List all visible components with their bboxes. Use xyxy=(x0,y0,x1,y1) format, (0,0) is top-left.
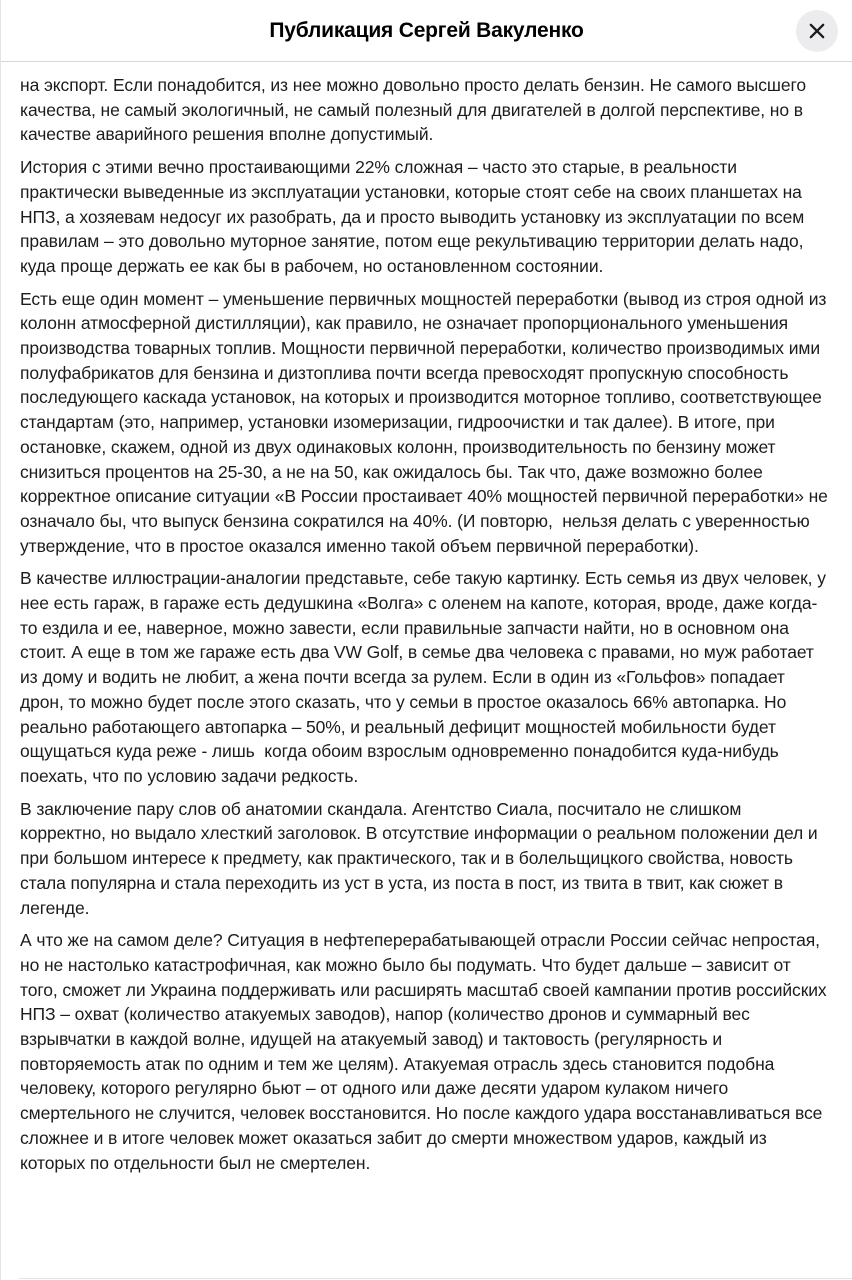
x-mark-icon xyxy=(806,20,828,42)
paragraph-5: В заключение пару слов об анатомии скандала. Агентство Сиала, посчитало не слишком корректно, но выдало хлесткий заголовок. В отсутствие информации о реальном положении дел и при большом интересе к предмету, как практического, так и в болельщицкого свойства, новость стала популярна и стала переходить из уст в уста, из поста в пост, из твита в твит, как сюжет в легенде. xyxy=(20,798,823,918)
paragraph-2: История с этими вечно простаивающими 22% сложная – часто это старые, в реальности практически выведенные из эксплуатации установки, которые стоят себе на своих планшетах на НПЗ, а хозяевам недосуг их разобрать, да и просто выводить установку из эксплуатации по всем правилам – это довольно муторное занятие, потом еще рекультивацию территории делать надо, куда проще держать ее как бы в рабочем, но остановленном состоянии. xyxy=(20,157,809,276)
paragraph-3: Есть еще один момент – уменьшение первичных мощностей переработки (вывод из строя одной из колонн атмосферной дистилляции), как правило, не означает пропорционального уменьшения производства товарных топлив. Мощности первичной переработки, количество производимых ими полуфабрикатов для бензина и дизтоплива почти всегда превосходят пропускную способность последующего каскада установок, на которых и производится моторное топливо, соответствующее стандартам (это, например, установки изомеризации, гидроочистки и так далее). В итоге, при остановке, скажем, одной из двух одинаковых колонн, производительность по бензину может снизиться процентов на 25-30, а не на 50, как ожидалось бы. Так что, даже возможно более корректное описание ситуации «В России простаивает 40% мощностей первичной переработки» не означало бы, что выпуск бензина сократился на 40%. (И повторю, нельзя делать с уверенностью утверждение, что в простое оказался именно такой объем первичной переработки). xyxy=(20,288,833,556)
paragraph-4: В качестве иллюстрации-аналогии представьте, себе такую картинку. Есть семья из двух человек, у нее есть гараж, в гараже есть дедушкина «Волга» с оленем на капоте, которая, вроде, даже когда-то ездила и ее, наверное, можно завести, если правильные запчасти найти, но в основном она стоит. А еще в том же гараже есть два VW Golf, в семье два человека с правами, но муж работает из дому и водить не любит, а жена почти всегда за рулем. Если в один из «Гольфов» попадает дрон, то можно будет после этого сказать, что у семьи в простое оказалось 66% автопарка. Но реально работающего автопарка – 50%, и реальный дефицит мощностей мобильности будет ощущаться куда реже - лишь когда обоим взрослым одновременно понадобится куда-нибудь поехать, что по условию задачи редкость. xyxy=(20,568,831,786)
modal-header xyxy=(1,0,852,62)
page-title: Публикация Сергей Вакуленко xyxy=(269,18,584,42)
paragraph-1: на экспорт. Если понадобится, из нее можно довольно просто делать бензин. Не самого высшего качества, не самый экологичный, не самый полезный для двигателей в долгой перспективе, но в качестве аварийного решения вполне допустимый. xyxy=(20,75,811,145)
article-body xyxy=(1,62,852,1175)
bottom-divider xyxy=(19,1278,852,1279)
paragraph-6: А что же на самом деле? Ситуация в нефтеперерабатывающей отрасли России сейчас непростая, но не настолько катастрофичная, как можно было бы подумать. Что будет дальше – зависит от того, сможет ли Украина поддерживать или расширять масштаб своей кампании против российских НПЗ – охват (количество атакуемых заводов), напор (количество дронов и суммарный вес взрывчатки в каждой волне, идущей на атакуемый завод) и тактовость (регулярность и повторяемость атак по одним и тем же целям). Атакуемая отрасль здесь становится подобна человеку, которого регулярно бьют – от одного или даже десяти ударом кулаком ничего смертельного не случится, человек восстановится. Но после каждого удара восстанавливаться все сложнее и в итоге человек может оказаться забит до смерти множеством ударов, каждый из которых по отдельности был не смертелен. xyxy=(20,930,832,1173)
close-button[interactable] xyxy=(796,10,838,52)
